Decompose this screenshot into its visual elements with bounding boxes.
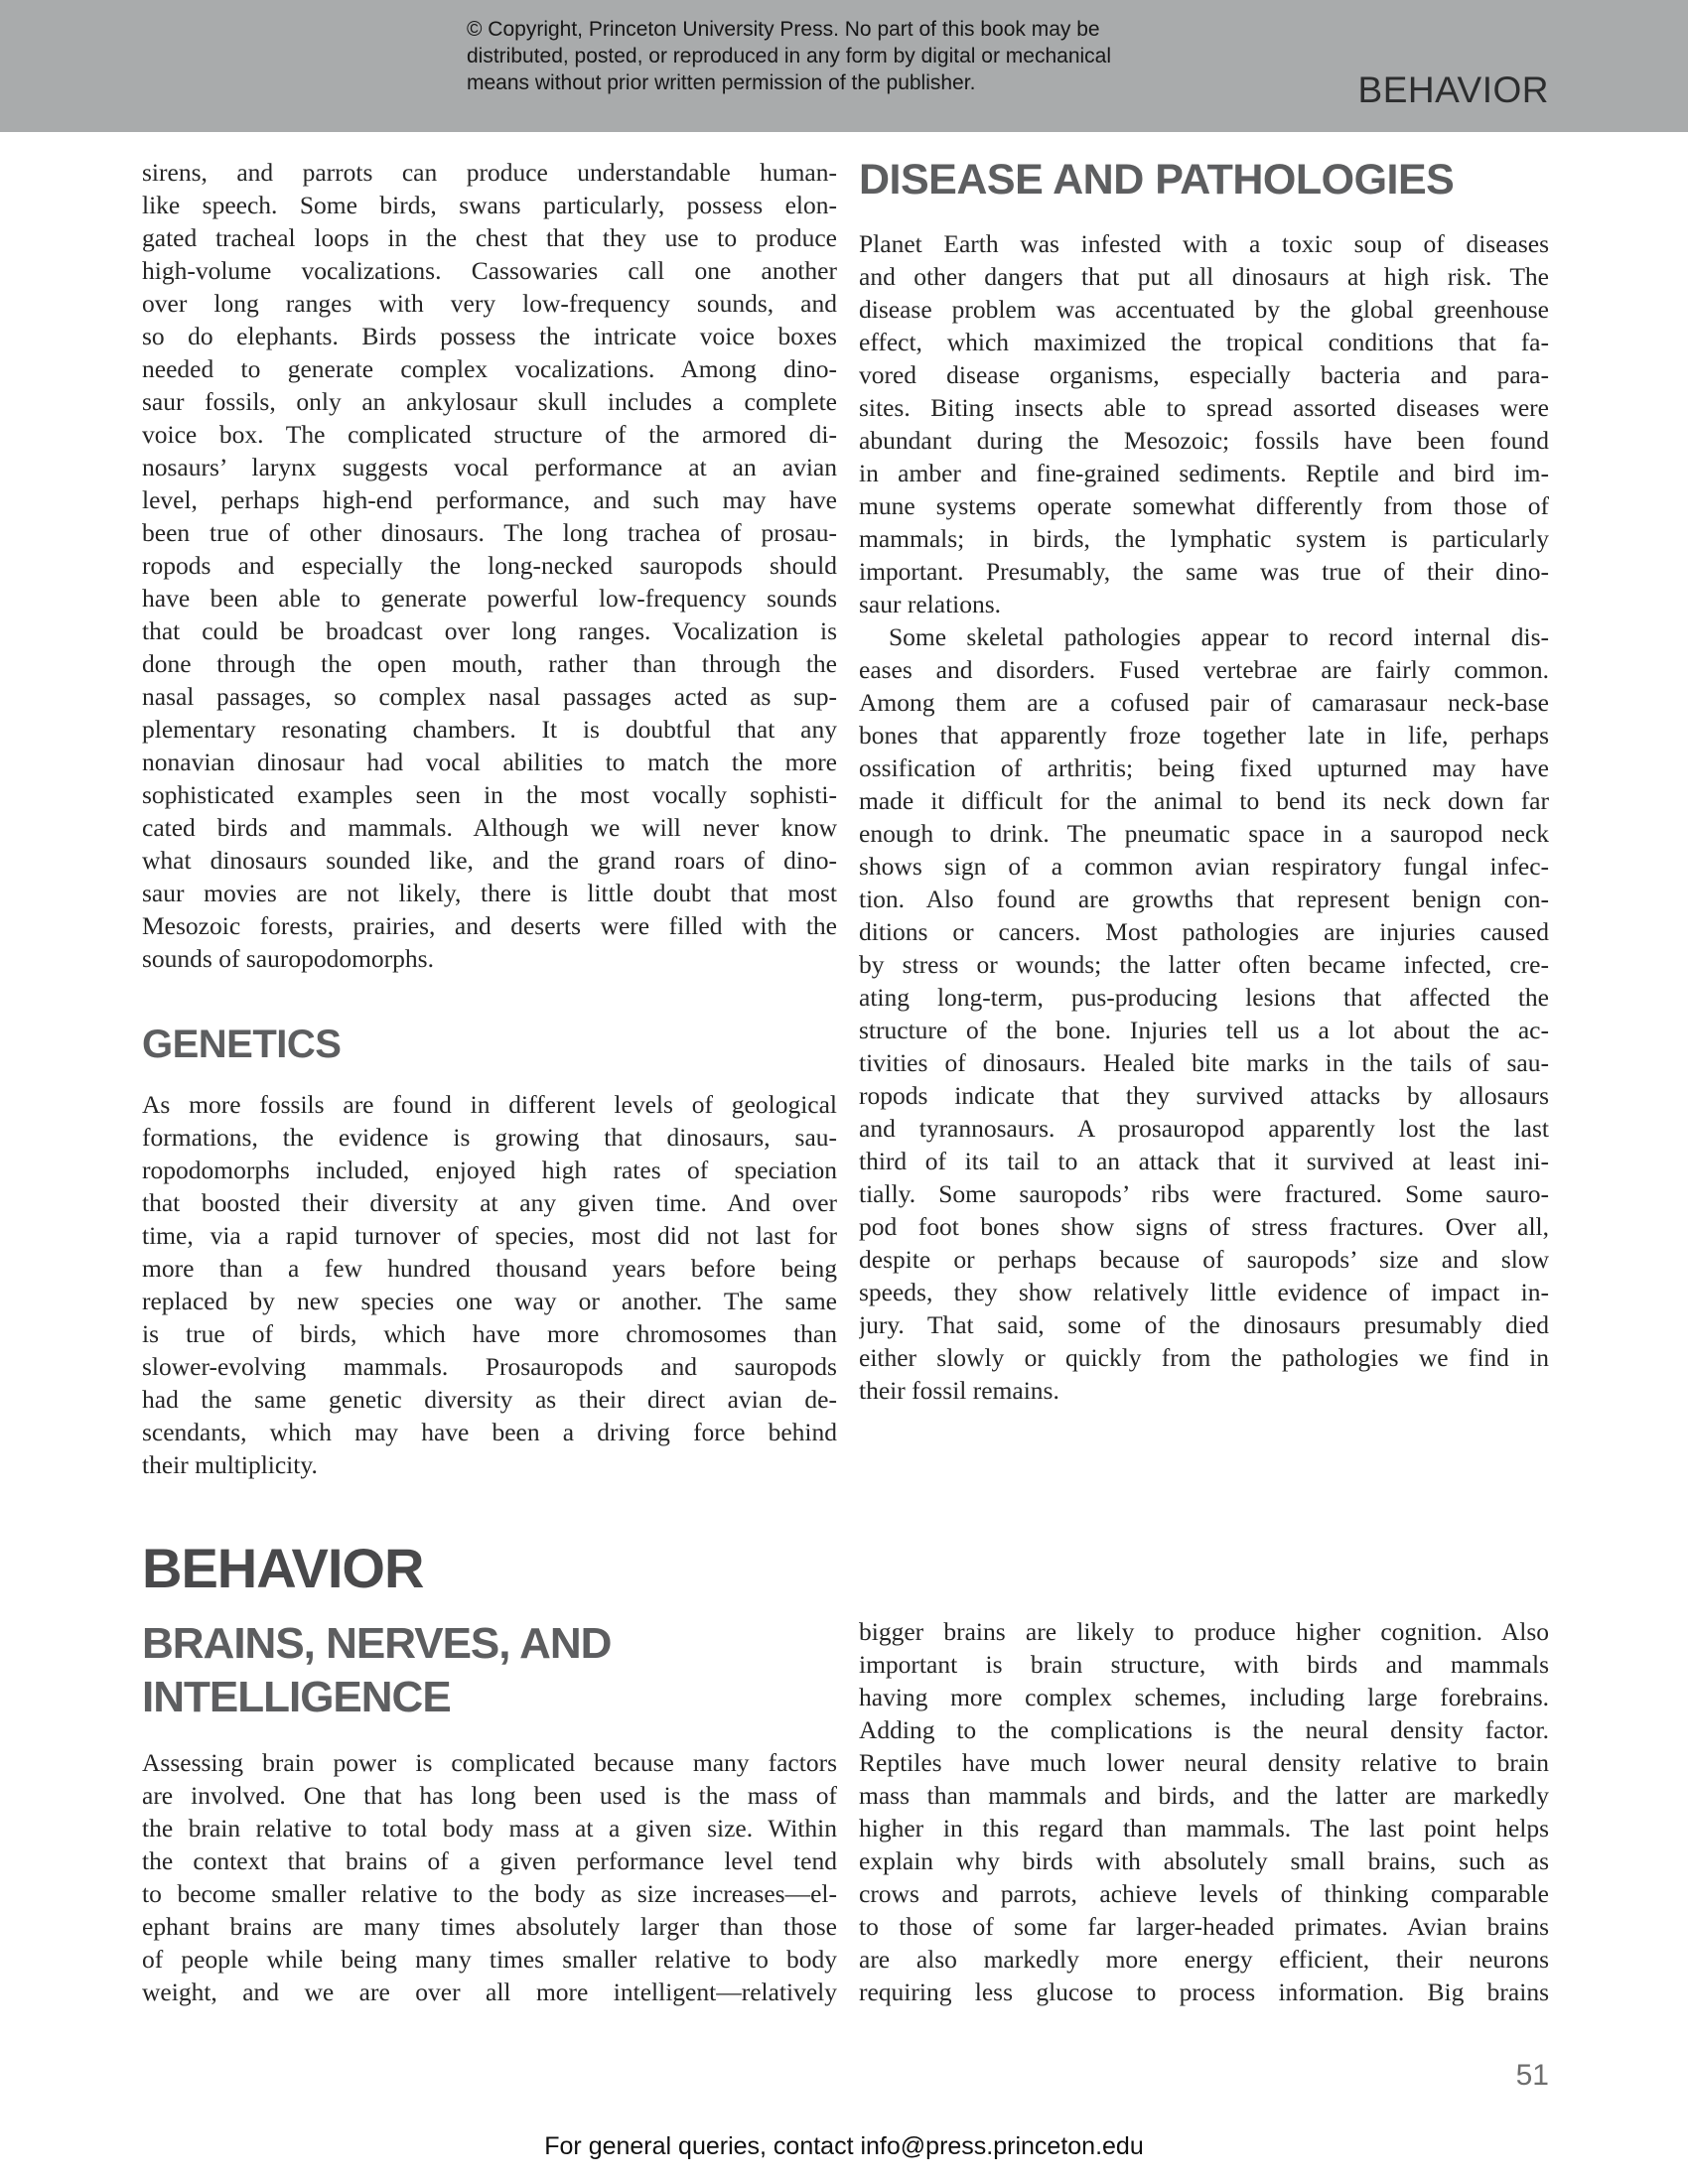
copyright-line: © Copyright, Princeton University Press. No part of this book may be (467, 18, 1100, 41)
text-line: been true of other dinosaurs. The long trachea of prosau- (142, 518, 837, 547)
text-line: and other dangers that put all dinosaurs at high risk. The (859, 262, 1549, 291)
paragraph-genetics (142, 1088, 837, 1481)
text-line: disease problem was accentuated by the global greenhouse (859, 295, 1549, 324)
text-line: speeds, they show relatively little evidence of impact in- (859, 1278, 1549, 1306)
text-line: eases and disorders. Fused vertebrae are fairly common. (859, 655, 1549, 684)
text-line: effect, which maximized the tropical conditions that fa- (859, 328, 1549, 356)
text-line: plementary resonating chambers. It is doubtful that any (142, 715, 837, 744)
text-line: replaced by new species one way or another. The same (142, 1287, 837, 1315)
section-heading-genetics: GENETICS (142, 1023, 342, 1066)
text-line: ossification of arthritis; being fixed upturned may have (859, 753, 1549, 782)
text-line: important is brain structure, with birds and mammals (859, 1650, 1549, 1679)
text-line: to become smaller relative to the body as size increases—el- (142, 1879, 837, 1908)
text-line: slower-evolving mammals. Prosauropods and sauropods (142, 1352, 837, 1381)
text-line: Reptiles have much lower neural density relative to brain (859, 1748, 1549, 1777)
text-line: and tyrannosaurs. A prosauropod apparently lost the last (859, 1114, 1549, 1143)
text-line: the context that brains of a given performance level tend (142, 1846, 837, 1875)
text-line: mune systems operate somewhat differently from those of (859, 491, 1549, 520)
text-line: Assessing brain power is complicated because many factors (142, 1748, 837, 1777)
text-line: Among them are a cofused pair of camarasaur neck-base (859, 688, 1549, 717)
text-line: tion. Also found are growths that represent benign con- (859, 885, 1549, 913)
text-line: their fossil remains. (859, 1376, 1059, 1405)
text-line: requiring less glucose to process information. Big brains (859, 1978, 1549, 2006)
text-line: ephant brains are many times absolutely larger than those (142, 1912, 837, 1941)
text-line: over long ranges with very low-frequency sounds, and (142, 289, 837, 318)
text-line: made it difficult for the animal to bend its neck down far (859, 786, 1549, 815)
running-head: BEHAVIOR (1357, 69, 1549, 110)
text-line: having more complex schemes, including large forebrains. (859, 1683, 1549, 1711)
text-line: are also markedly more energy efficient, their neurons (859, 1945, 1549, 1974)
text-line: time, via a rapid turnover of species, most did not last for (142, 1221, 837, 1250)
text-line: ropodomorphs included, enjoyed high rates of speciation (142, 1156, 837, 1184)
page-number: 51 (1515, 2059, 1549, 2092)
text-line: Mesozoic forests, prairies, and deserts were filled with the (142, 911, 837, 940)
text-line: explain why birds with absolutely small brains, such as (859, 1846, 1549, 1875)
footer-contact: For general queries, contact info@press.princeton.edu (544, 2132, 1144, 2160)
text-line: sophisticated examples seen in the most vocally sophisti- (142, 780, 837, 809)
text-line: level, perhaps high-end performance, and such may have (142, 485, 837, 514)
text-line: third of its tail to an attack that it survived at least ini- (859, 1147, 1549, 1175)
text-line: needed to generate complex vocalizations. Among dino- (142, 354, 837, 383)
text-line: structure of the bone. Injuries tell us a lot about the ac- (859, 1016, 1549, 1044)
text-line: ropods indicate that they survived attacks by allosaurs (859, 1081, 1549, 1110)
text-line: gated tracheal loops in the chest that they use to produce (142, 223, 837, 252)
heading-line: BRAINS, NERVES, AND (142, 1619, 612, 1668)
text-line: in amber and fine-grained sediments. Reptile and bird im- (859, 459, 1549, 487)
copyright-notice (467, 16, 1111, 96)
text-line: more than a few hundred thousand years before being (142, 1254, 837, 1283)
text-line: sirens, and parrots can produce understandable human- (142, 158, 837, 187)
text-line: ating long-term, pus-producing lesions that affected the (859, 983, 1549, 1012)
text-line: saur relations. (859, 590, 1002, 618)
text-line: what dinosaurs sounded like, and the grand roars of dino- (142, 846, 837, 875)
text-line: scendants, which may have been a driving force behind (142, 1418, 837, 1446)
text-line: weight, and we are over all more intelligent—relatively (142, 1978, 837, 2006)
text-line: the brain relative to total body mass at a given size. Within (142, 1814, 837, 1843)
text-line: voice box. The complicated structure of the armored di- (142, 420, 837, 449)
chapter-heading-behavior: BEHAVIOR (142, 1537, 424, 1599)
paragraph-brains (142, 1746, 837, 2008)
text-line: abundant during the Mesozoic; fossils have been found (859, 426, 1549, 455)
text-line: Some skeletal pathologies appear to record internal dis- (889, 622, 1549, 651)
text-line: vored disease organisms, especially bacteria and para- (859, 360, 1549, 389)
text-line: jury. That said, some of the dinosaurs presumably died (859, 1310, 1549, 1339)
text-line: mass than mammals and birds, and the latter are markedly (859, 1781, 1549, 1810)
paragraph-cognition (859, 1615, 1549, 2008)
text-line: tially. Some sauropods’ ribs were fractured. Some sauro- (859, 1179, 1549, 1208)
text-line: either slowly or quickly from the pathologies we find in (859, 1343, 1549, 1372)
text-line: that boosted their diversity at any given time. And over (142, 1188, 837, 1217)
text-line: bigger brains are likely to produce higher cognition. Also (859, 1617, 1549, 1646)
text-line: so do elephants. Birds possess the intricate voice boxes (142, 322, 837, 350)
text-line: cated birds and mammals. Although we will never know (142, 813, 837, 842)
text-line: important. Presumably, the same was true of their dino- (859, 557, 1549, 586)
paragraph-disease (859, 227, 1549, 620)
text-line: had the same genetic diversity as their direct avian de- (142, 1385, 837, 1414)
text-line: pod foot bones show signs of stress fractures. Over all, (859, 1212, 1549, 1241)
text-line: are involved. One that has long been used is the mass of (142, 1781, 837, 1810)
text-line: As more fossils are found in different levels of geological (142, 1090, 837, 1119)
text-line: saur fossils, only an ankylosaur skull includes a complete (142, 387, 837, 416)
section-heading-disease: DISEASE AND PATHOLOGIES (859, 156, 1455, 204)
header-band (0, 0, 1688, 132)
text-line: nonavian dinosaur had vocal abilities to match the more (142, 748, 837, 776)
text-line: high-volume vocalizations. Cassowaries call one another (142, 256, 837, 285)
text-line: crows and parrots, achieve levels of thinking comparable (859, 1879, 1549, 1908)
text-line: Adding to the complications is the neural density factor. (859, 1715, 1549, 1744)
text-line: bones that apparently froze together late in life, perhaps (859, 721, 1549, 750)
text-line: their multiplicity. (142, 1450, 318, 1479)
text-line: ditions or cancers. Most pathologies are injuries caused (859, 917, 1549, 946)
text-line: mammals; in birds, the lymphatic system is particularly (859, 524, 1549, 553)
paragraph-vocalization (142, 156, 837, 975)
text-line: by stress or wounds; the latter often became infected, cre- (859, 950, 1549, 979)
text-line: of people while being many times smaller relative to body (142, 1945, 837, 1974)
text-line: tivities of dinosaurs. Healed bite marks in the tails of sau- (859, 1048, 1549, 1077)
text-line: have been able to generate powerful low-frequency sounds (142, 584, 837, 613)
text-line: shows sign of a common avian respiratory fungal infec- (859, 852, 1549, 881)
text-line: higher in this regard than mammals. The last point helps (859, 1814, 1549, 1843)
heading-line: INTELLIGENCE (142, 1673, 451, 1721)
section-heading-brains (142, 1617, 837, 1724)
text-line: nasal passages, so complex nasal passages acted as sup- (142, 682, 837, 711)
copyright-line: means without prior written permission of the publisher. (467, 71, 976, 94)
text-line: formations, the evidence is growing that dinosaurs, sau- (142, 1123, 837, 1152)
text-line: sounds of sauropodomorphs. (142, 944, 434, 973)
text-line: ropods and especially the long-necked sauropods should (142, 551, 837, 580)
text-line: like speech. Some birds, swans particularly, possess elon- (142, 191, 837, 219)
text-line: that could be broadcast over long ranges. Vocalization is (142, 616, 837, 645)
text-line: sites. Biting insects able to spread assorted diseases were (859, 393, 1549, 422)
paragraph-pathologies (859, 620, 1549, 1407)
text-line: saur movies are not likely, there is little doubt that most (142, 879, 837, 907)
copyright-line: distributed, posted, or reproduced in any form by digital or mechanical (467, 45, 1112, 68)
text-line: Planet Earth was infested with a toxic soup of diseases (859, 229, 1549, 258)
text-line: to those of some far larger-headed primates. Avian brains (859, 1912, 1549, 1941)
text-line: enough to drink. The pneumatic space in a sauropod neck (859, 819, 1549, 848)
text-line: nosaurs’ larynx suggests vocal performance at an avian (142, 453, 837, 481)
text-line: done through the open mouth, rather than through the (142, 649, 837, 678)
text-line: despite or perhaps because of sauropods’ size and slow (859, 1245, 1549, 1274)
text-line: is true of birds, which have more chromosomes than (142, 1319, 837, 1348)
